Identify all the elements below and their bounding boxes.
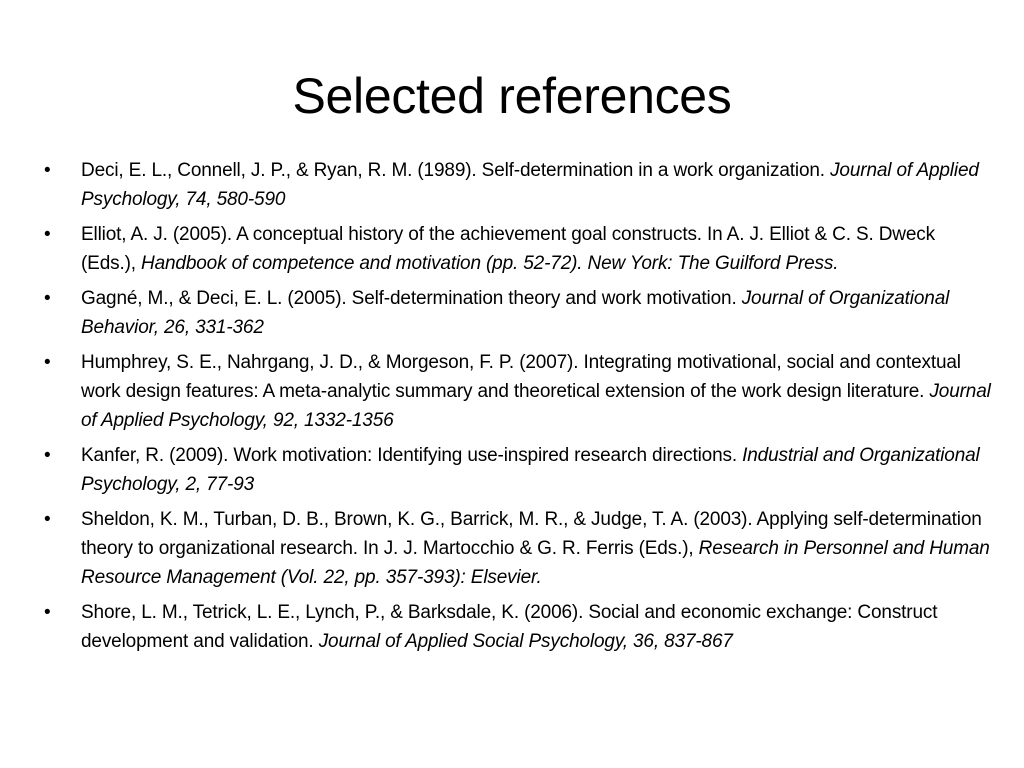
bullet-icon: • <box>44 288 51 309</box>
reference-text: Sheldon, K. M., Turban, D. B., Brown, K. G., Barrick, M. R., & Judge, T. A. (2003). Applying self-determination theory to organizational research. In J. J. Martocchio & G. R. Ferris (Eds.), <box>81 509 982 559</box>
bullet-icon: • <box>44 160 51 181</box>
reference-list <box>44 156 994 662</box>
bullet-icon: • <box>44 445 51 466</box>
reference-item <box>44 598 994 656</box>
bullet-icon: • <box>44 224 51 245</box>
slide-title: Selected references <box>292 68 732 124</box>
reference-source: Journal of Organizational Behavior, 26, 331-362 <box>81 288 950 338</box>
reference-source: Handbook of competence and motivation (pp. 52-72). New York: The Guilford Press. <box>141 253 839 274</box>
reference-source: Research in Personnel and Human Resource Management (Vol. 22, pp. 357-393): Elsevier. <box>81 538 990 588</box>
reference-text: Gagné, M., & Deci, E. L. (2005). Self-determination theory and work motivation. <box>81 288 742 309</box>
reference-source: Journal of Applied Psychology, 74, 580-590 <box>81 160 979 210</box>
reference-text: Elliot, A. J. (2005). A conceptual history of the achievement goal constructs. In A. J. Elliot & C. S. Dweck (Eds.), <box>81 224 935 274</box>
reference-item <box>44 441 994 499</box>
reference-item <box>44 505 994 592</box>
reference-text: Humphrey, S. E., Nahrgang, J. D., & Morgeson, F. P. (2007). Integrating motivational, social and contextual work design features: A meta-analytic summary and theoretical extension of the work design literature. <box>81 352 961 402</box>
reference-item <box>44 348 994 435</box>
reference-text: Deci, E. L., Connell, J. P., & Ryan, R. M. (1989). Self-determination in a work organization. <box>81 160 831 181</box>
bullet-icon: • <box>44 352 51 373</box>
reference-item <box>44 284 994 342</box>
reference-source: Journal of Applied Psychology, 92, 1332-1356 <box>81 381 991 431</box>
bullet-icon: • <box>44 602 51 623</box>
reference-source: Journal of Applied Social Psychology, 36, 837-867 <box>318 631 733 652</box>
reference-source: Industrial and Organizational Psychology, 2, 77-93 <box>81 445 980 495</box>
reference-text: Shore, L. M., Tetrick, L. E., Lynch, P., & Barksdale, K. (2006). Social and economic exchange: Construct development and validation. <box>81 602 938 652</box>
reference-item <box>44 156 994 214</box>
reference-text: Kanfer, R. (2009). Work motivation: Identifying use-inspired research directions. <box>81 445 743 466</box>
bullet-icon: • <box>44 509 51 530</box>
reference-item <box>44 220 994 278</box>
